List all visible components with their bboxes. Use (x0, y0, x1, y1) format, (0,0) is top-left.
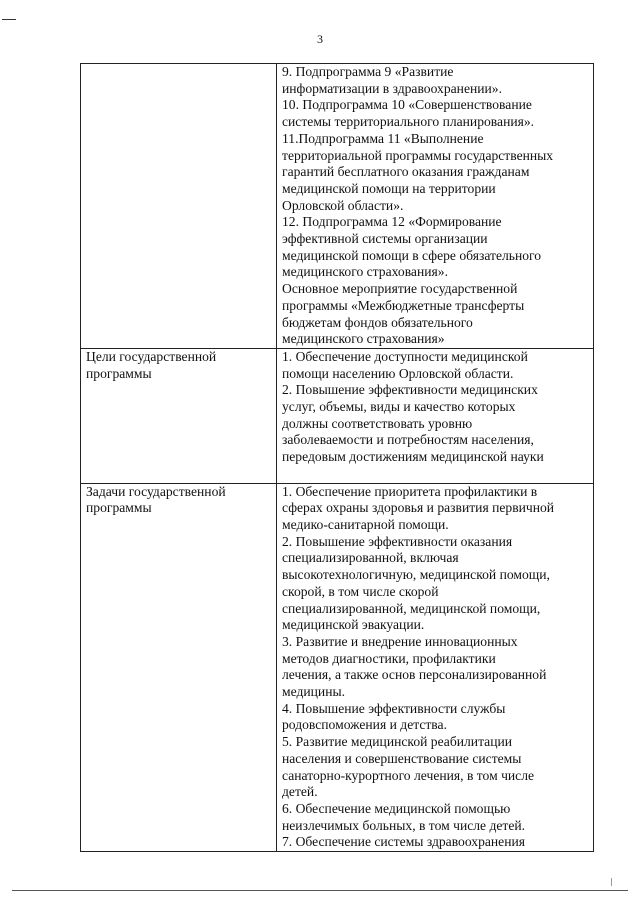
content-line: медико-санитарной помощи. (282, 516, 449, 532)
content-line: 11.Подпрограмма 11 «Выполнение (282, 130, 484, 146)
content-line: территориальной программы государственных (282, 147, 554, 163)
content-line: 1. Обеспечение приоритета профилактики в (282, 483, 538, 499)
content-line: информатизации в здравоохранении». (282, 80, 503, 96)
content-line: медицинской помощи на территории (282, 180, 496, 196)
content-line: 9. Подпрограмма 9 «Развитие (282, 64, 454, 79)
content-line: 6. Обеспечение медицинской помощью (282, 800, 511, 816)
content-line: системы территориального планирования». (282, 114, 535, 130)
content-line: должны соответствовать уровню (282, 415, 473, 431)
content-line: детей. (282, 784, 318, 800)
content-line: Основное мероприятие государственной (282, 281, 518, 297)
margin-dash (2, 19, 16, 20)
row-content-cell (277, 483, 594, 851)
page-number: 3 (317, 32, 323, 46)
content-line: методов диагностики, профилактики (282, 650, 496, 666)
content-line: медицинского страхования». (282, 264, 448, 280)
content-line: специализированной, медицинской помощи, (282, 600, 541, 616)
content-line: родовспоможения и детства. (282, 717, 447, 733)
margin-mark (611, 878, 618, 886)
content-line: заболеваемости и потребностям населения, (282, 432, 534, 448)
content-line: программы «Межбюджетные трансферты (282, 297, 525, 313)
table-row (81, 483, 594, 851)
label-line: Цели государственной (86, 348, 217, 364)
content-line: 12. Подпрограмма 12 «Формирование (282, 214, 502, 230)
row-label-cell (81, 348, 277, 483)
content-line: 10. Подпрограмма 10 «Совершенствование (282, 97, 532, 113)
label-line: программы (86, 365, 152, 381)
content-line: высокотехнологичную, медицинской помощи, (282, 567, 550, 583)
content-line: эффективной системы организации (282, 231, 488, 247)
content-line: 4. Повышение эффективности службы (282, 700, 506, 716)
label-line: Задачи государственной (86, 483, 226, 499)
row-content-cell (277, 64, 594, 349)
program-table (80, 63, 594, 852)
content-line: лечения, а также основ персонализированной (282, 667, 547, 683)
content-line: населения и совершенствование системы (282, 750, 522, 766)
content-line: гарантий бесплатного оказания гражданам (282, 164, 530, 180)
content-line: неизлечимых больных, в том числе детей. (282, 817, 526, 833)
content-line: медицинской эвакуации. (282, 617, 425, 633)
row-label-cell (81, 64, 277, 349)
content-line (282, 466, 588, 483)
content-line: передовым достижениям медицинской науки (282, 449, 544, 465)
table-row (81, 64, 594, 349)
content-line: помощи населению Орловской области. (282, 365, 514, 381)
content-line: медицинской помощи в сфере обязательного (282, 247, 542, 263)
content-line: скорой, в том числе скорой (282, 583, 439, 599)
content-line: бюджетам фондов обязательного (282, 314, 473, 330)
label-line: программы (86, 500, 152, 516)
content-line: специализированной, включая (282, 550, 459, 566)
content-line: 1. Обеспечение доступности медицинской (282, 348, 528, 364)
content-line: медицины. (282, 684, 346, 700)
content-line: 5. Развитие медицинской реабилитации (282, 734, 513, 750)
content-line: услуг, объемы, виды и качество которых (282, 399, 516, 415)
content-line: сферах охраны здоровья и развития первичной (282, 500, 555, 516)
row-label-cell (81, 483, 277, 851)
content-line: 7. Обеспечение системы здравоохранения (282, 834, 526, 850)
row-content-cell (277, 348, 594, 483)
content-line: медицинского страхования» (282, 331, 445, 347)
content-line: санаторно-курортного лечения, в том числе (282, 767, 535, 783)
content-line: 2. Повышение эффективности оказания (282, 533, 513, 549)
bottom-rule (12, 890, 628, 891)
content-line: 2. Повышение эффективности медицинских (282, 382, 538, 398)
content-line: 3. Развитие и внедрение инновационных (282, 633, 518, 649)
content-line: Орловской области». (282, 197, 404, 213)
table-row (81, 348, 594, 483)
